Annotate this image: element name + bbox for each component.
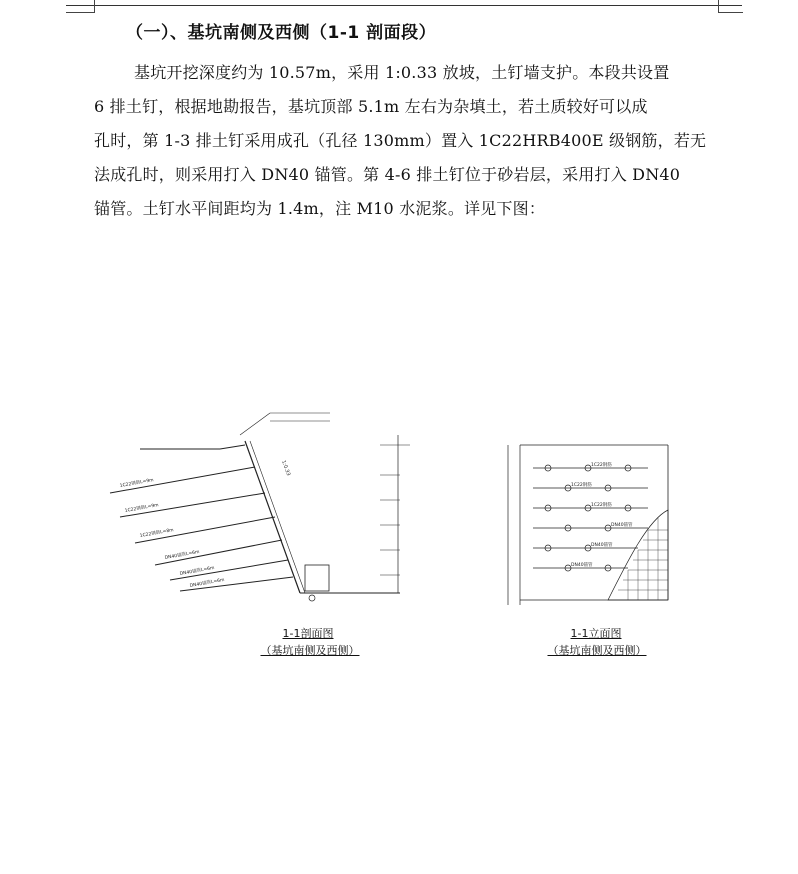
row-label: DN40锚管 bbox=[571, 563, 593, 568]
right-figure-subtitle: （基坑南侧及西侧） bbox=[547, 644, 647, 657]
row-label: DN40锚管 bbox=[591, 543, 613, 548]
page-top-rule bbox=[66, 5, 742, 6]
section-drawing bbox=[100, 405, 420, 615]
page-corner-mark-right bbox=[718, 0, 743, 13]
nail-label: DN40锚管L=6m bbox=[189, 577, 225, 589]
row-label: 1C22钢筋 bbox=[591, 503, 612, 508]
nail-label: DN40锚管L=6m bbox=[164, 549, 200, 561]
nail-label: 1C22钢筋L=9m bbox=[119, 478, 155, 489]
elevation-drawing bbox=[488, 440, 728, 610]
nail-label: 1C22钢筋L=9m bbox=[124, 503, 160, 514]
paragraph-line: 基坑开挖深度约为 10.57m，采用 1:0.33 放坡，土钉墙支护。本段共设置 bbox=[134, 63, 670, 82]
body-paragraph bbox=[94, 56, 722, 226]
row-label: 1C22钢筋 bbox=[571, 483, 592, 488]
right-figure-title: 1-1立面图 bbox=[570, 627, 622, 640]
slope-ratio-label: 1:0.33 bbox=[280, 459, 292, 477]
nail-label: 1C22钢筋L=8m bbox=[139, 528, 175, 539]
paragraph-line: 法成孔时，则采用打入 DN40 锚管。第 4-6 排土钉位于砂岩层，采用打入 DN40 bbox=[94, 165, 681, 184]
paragraph-line: 6 排土钉，根据地勘报告，基坑顶部 5.1m 左右为杂填土，若土质较好可以成 bbox=[94, 97, 648, 116]
paragraph-line: 锚管。土钉水平间距均为 1.4m，注 M10 水泥浆。详见下图： bbox=[94, 199, 546, 218]
nail-label: DN40锚管L=6m bbox=[179, 565, 215, 577]
left-figure-subtitle: （基坑南侧及西侧） bbox=[260, 644, 360, 657]
left-figure-title: 1-1剖面图 bbox=[282, 627, 334, 640]
paragraph-line: 孔时，第 1-3 排土钉采用成孔（孔径 130mm）置入 1C22HRB400E 级钢筋，若无 bbox=[94, 131, 707, 150]
section-heading: （一）、基坑南侧及西侧（1-1 剖面段） bbox=[126, 23, 437, 43]
row-label: 1C22钢筋 bbox=[591, 463, 612, 468]
page-corner-mark-left bbox=[66, 0, 95, 13]
row-label: DN40锚管 bbox=[611, 523, 633, 528]
